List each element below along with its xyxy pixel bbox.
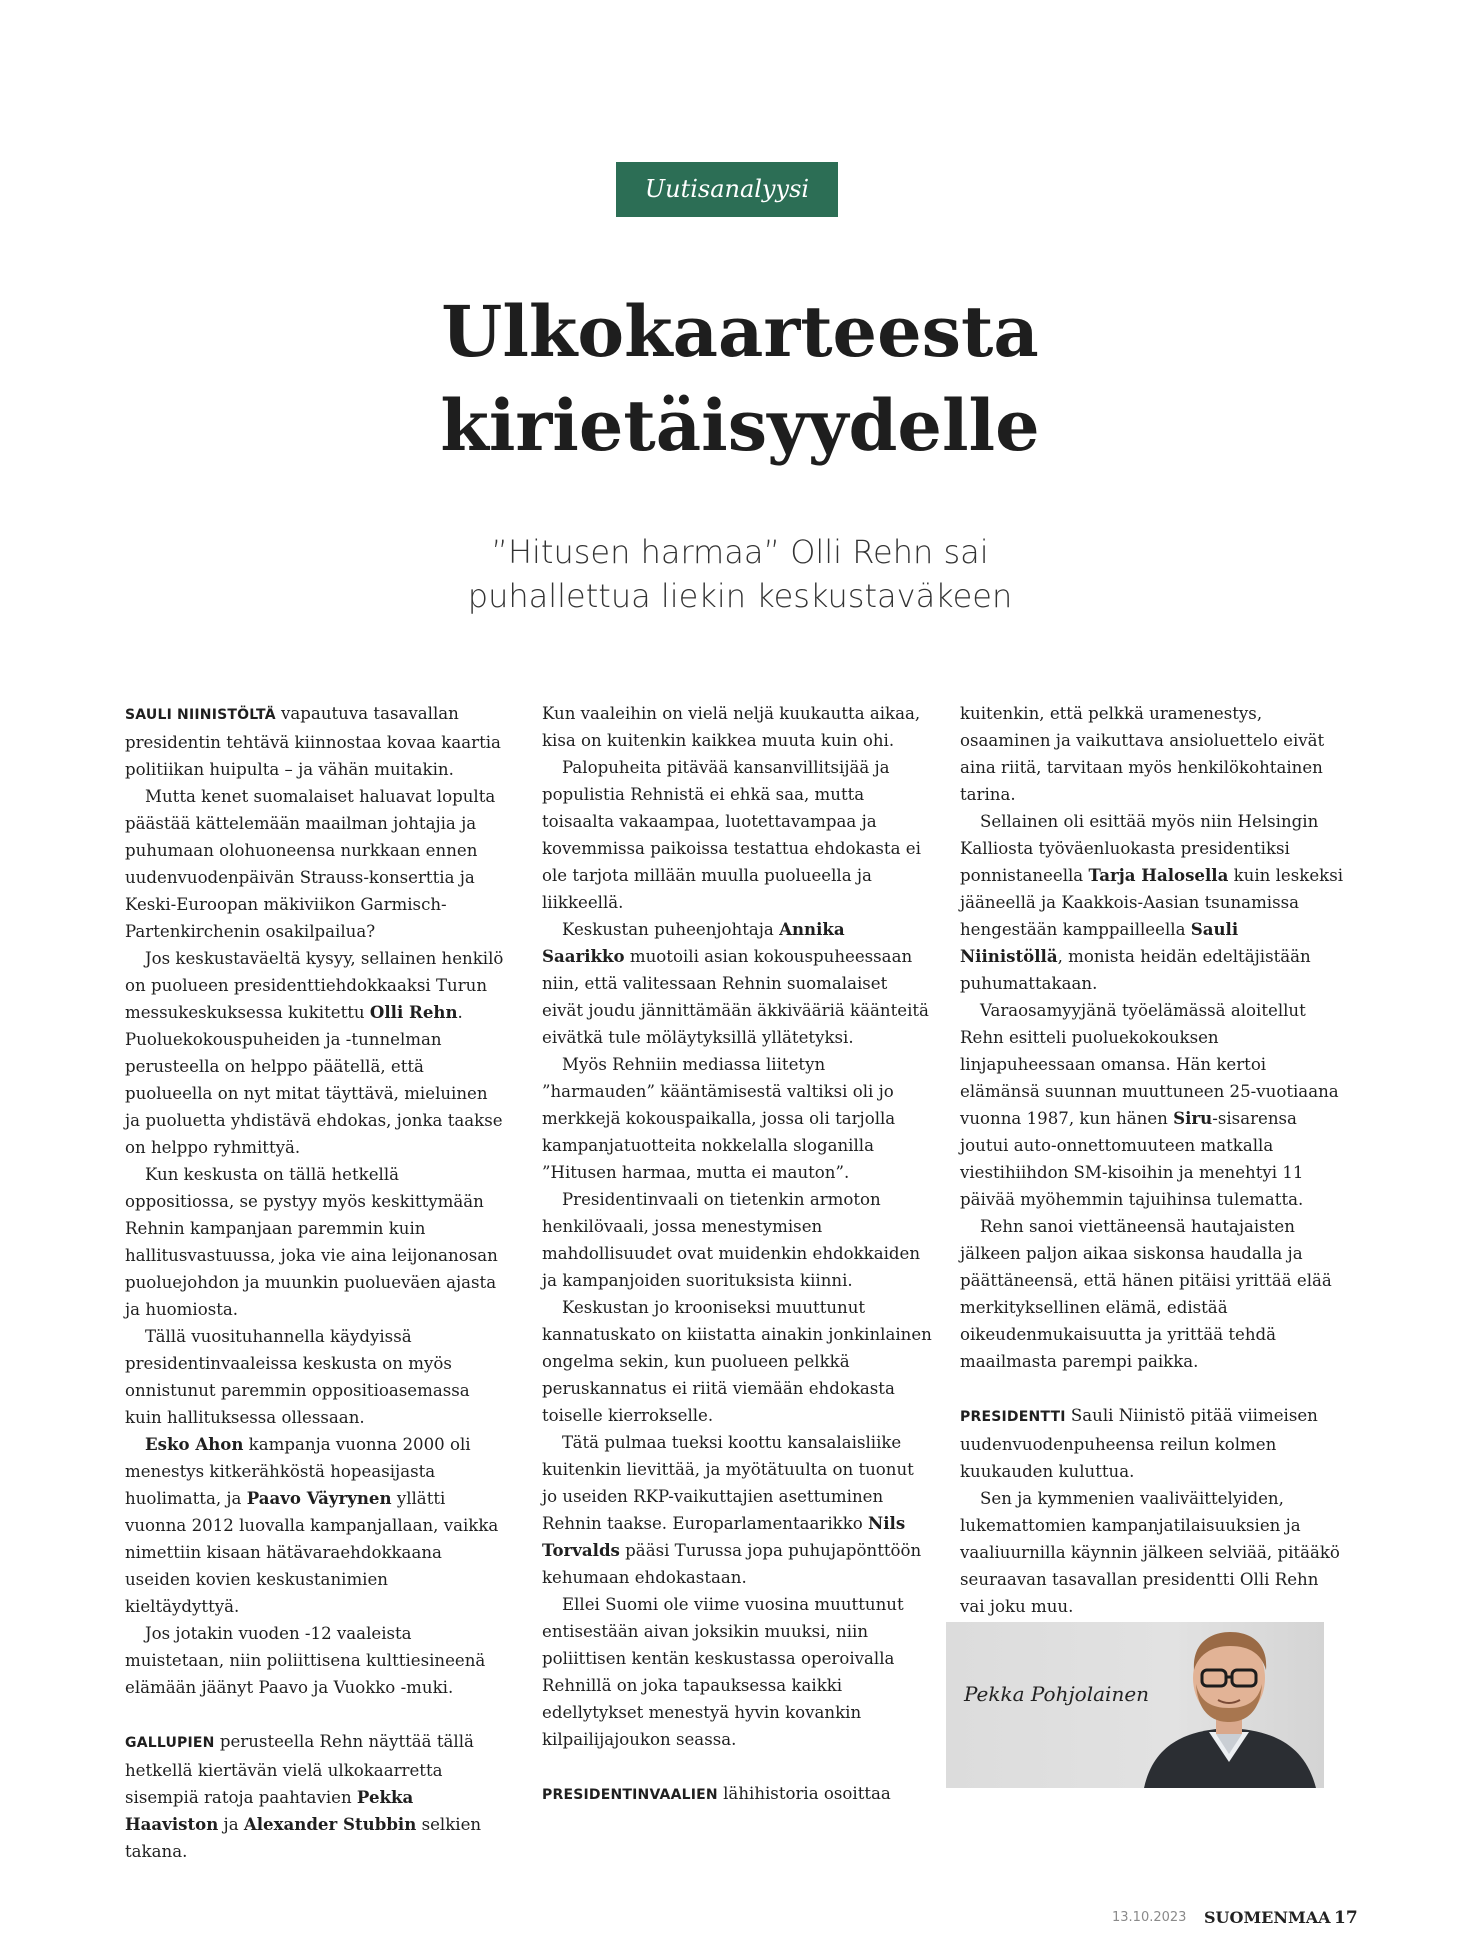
paragraph: Mutta kenet suomalaiset haluavat lopulta päästää kättelemään maailman johtajia ja puhumaan olohuoneensa nurkkaan ennen uudenvuodenpäivän Strauss-konserttia ja Keski-Euroopan mäkiviikon Garmisch-Partenkirchenin osakilpailua? <box>125 787 496 941</box>
paragraph: Tällä vuosituhannella käydyissä presidentinvaaleissa keskusta on myös onnistunut paremmin oppositioasemassa kuin hallituksessa ollessaan. <box>125 1327 470 1427</box>
person-name: Pekka Haaviston <box>125 1787 414 1834</box>
text: perusteella Rehn näyttää tällä hetkellä kiertävän vielä ulkokaarretta sisempiä ratoja paahtavien <box>125 1732 474 1807</box>
text: Sellainen oli esittää myös niin Helsingin Kalliosta työväenluokasta presidentiksi ponnistaneella <box>960 812 1319 885</box>
text: , monista heidän edeltäjistään puhumattakaan. <box>960 947 1311 993</box>
paragraph: Kun keskusta on tällä hetkellä oppositiossa, se pystyy myös keskittymään Rehnin kampanjaan paremmin kuin hallitusvastuussa, joka vie aina leijonanosan puoluejohdon ja muunkin puolueväen ajasta ja huomiosta. <box>125 1165 498 1319</box>
text: Jos keskustaväeltä kysyy, sellainen henkilö on puolueen presidenttiehdokkaaksi Turun messukeskuksessa kukitettu <box>125 949 504 1022</box>
person-name: Olli Rehn <box>369 1002 458 1022</box>
lead-in: PRESIDENTINVAALIEN <box>542 1787 718 1803</box>
text: kampanja vuonna 2000 oli menestys kitkerähköstä hopeasijasta huolimatta, ja <box>125 1435 471 1508</box>
paragraph <box>542 1780 932 1809</box>
paragraph: Presidentinvaali on tietenkin armoton henkilövaali, jossa menestymisen mahdollisuudet ovat muidenkin ehdokkaiden ja kampanjoiden suorituksista kiinni. <box>542 1190 921 1290</box>
text: . Puoluekokouspuheiden ja -tunnelman perusteella on helppo päätellä, että puolueella on nyt mitat täyttävä, mieluinen ja puoluetta yhdistävä ehdokas, jonka taakse on helppo ryhmittyä. <box>125 1003 503 1157</box>
subtitle-line-1: ”Hitusen harmaa” Olli Rehn sai <box>491 533 989 571</box>
paragraph: kuitenkin, että pelkkä uramenestys, osaaminen ja vaikuttava ansioluettelo eivät aina riitä, tarvitaan myös henkilökohtainen tarina. <box>960 704 1325 804</box>
paragraph <box>125 1431 505 1620</box>
author-box <box>946 1622 1324 1788</box>
text: Keskustan puheenjohtaja <box>562 920 780 939</box>
text: -sisarensa joutui auto-onnettomuuteen matkalla viestihiihdon SM-kisoihin ja menehtyi 11 päivää myöhemmin tajuihinsa tulematta. <box>960 1109 1304 1209</box>
paragraph: Jos jotakin vuoden -12 vaaleista muistetaan, niin poliittisena kulttiesineenä elämään jäänyt Paavo ja Vuokko -muki. <box>125 1624 486 1697</box>
subtitle-line-2: puhallettua liekin keskustaväkeen <box>467 577 1013 615</box>
person-name: Siru <box>1173 1108 1213 1128</box>
text: kuin leskeksi jääneellä ja Kaakkois-Aasian tsunamissa hengestään kamppailleella <box>960 866 1344 939</box>
person-name: Sauli Niinistöllä <box>960 919 1239 966</box>
text: Tätä pulmaa tueksi koottu kansalaisliike kuitenkin lievittää, ja myötätuulta on tuonut jo useiden RKP-vaikuttajien asettuminen Rehnin taakse. Europarlamentaarikko <box>542 1433 914 1533</box>
author-portrait <box>1134 1622 1324 1788</box>
person-name: Annika Saarikko <box>542 919 845 966</box>
lead-in: PRESIDENTTI <box>960 1409 1066 1425</box>
person-name: Nils Torvalds <box>542 1513 906 1560</box>
paragraph: Myös Rehniin mediassa liitetyn ”harmauden” kääntämisestä valtiksi oli jo merkkejä kokouspaikalla, jossa oli tarjolla kampanjatuotteita nokkelalla sloganilla ”Hitusen harmaa, mutta ei mauton”. <box>542 1055 896 1182</box>
paragraph <box>542 916 932 1051</box>
section-tag: Uutisanalyysi <box>616 162 838 217</box>
paragraph: Ellei Suomi ole viime vuosina muuttunut entisestään aivan joksikin muuksi, niin poliittisen kentän keskustassa operoivalla Rehnillä on joka tapauksessa kaikki edellytykset menestyä hyvin kovankin kilpailijajoukon seassa. <box>542 1595 904 1749</box>
text: pääsi Turussa jopa puhujapönttöön kehumaan ehdokastaan. <box>542 1541 922 1587</box>
text: Varaosamyyjänä työelämässä aloitellut Rehn esitteli puoluekokouksen linjapuheessaan omansa. Hän kertoi elämänsä suunnan muuttuneen 25-vuotiaana vuonna 1987, kun hänen <box>960 1001 1339 1128</box>
title-line-1: Ulkokaarteesta <box>441 290 1039 373</box>
column-2 <box>542 700 932 1809</box>
paragraph: Sen ja kymmenien vaaliväittelyiden, lukemattomien kampanjatilaisuuksien ja vaaliuurnilla käynnin jälkeen selviää, pitääkö seuraavan tasavallan presidentti Olli Rehn vai joku muu. <box>960 1489 1340 1616</box>
paragraph <box>960 1402 1345 1485</box>
paragraph <box>125 945 505 1161</box>
paragraph: Keskustan jo krooniseksi muuttunut kannatuskato on kiistatta ainakin jonkinlainen ongelma sekin, kun puolueen pelkkä peruskannatus ei riitä viemään ehdokasta toiselle kierrokselle. <box>542 1298 932 1425</box>
text: muotoili asian kokouspuheessaan niin, että valitessaan Rehnin suomalaiset eivät joudu jännittämään äkkivääriä käänteitä eivätkä tule möläytyksillä yllätetyksi. <box>542 947 929 1047</box>
text: vapautuva tasavallan presidentin tehtävä kiinnostaa kovaa kaartia politiikan huipulta – ja vähän muitakin. <box>125 704 501 779</box>
column-3 <box>960 700 1345 1620</box>
paragraph <box>542 1429 932 1591</box>
paragraph: Kun vaaleihin on vielä neljä kuukautta aikaa, kisa on kuitenkin kaikkea muuta kuin ohi. <box>542 704 921 750</box>
person-name: Esko Ahon <box>145 1434 244 1454</box>
article-subtitle <box>340 530 1140 618</box>
paragraph <box>125 1728 505 1865</box>
lead-in: SAULI NIINISTÖLTÄ <box>125 707 276 723</box>
paragraph: Palopuheita pitävää kansanvillitsijää ja populistia Rehnistä ei ehkä saa, mutta toisaalta vakaampaa, luotettavampaa ja kovemmissa paikoissa testattua ehdokasta ei ole tarjota millään muulla puolueella ja liikkeellä. <box>542 758 921 912</box>
paragraph: Rehn sanoi viettäneensä hautajaisten jälkeen paljon aikaa siskonsa haudalla ja päättäneensä, että hänen pitäisi yrittää elää merkityksellinen elämä, edistää oikeudenmukaisuutta ja yrittää tehdä maailmasta parempi paikka. <box>960 1217 1332 1371</box>
person-name: Tarja Halosella <box>1088 865 1229 885</box>
person-name: Paavo Väyrynen <box>246 1488 392 1508</box>
article-title <box>240 285 1240 473</box>
text: lähihistoria osoittaa <box>717 1784 891 1803</box>
paragraph <box>960 997 1345 1213</box>
paragraph <box>125 700 505 783</box>
publication-name: SUOMENMAA <box>1204 1908 1331 1927</box>
paragraph <box>960 808 1345 997</box>
person-name: Alexander Stubbin <box>243 1814 417 1834</box>
page-number: 17 <box>1334 1908 1358 1928</box>
title-line-2: kirietäisyydelle <box>440 384 1040 467</box>
issue-date: 13.10.2023 <box>1112 1910 1187 1925</box>
text: Sauli Niinistö pitää viimeisen uudenvuodenpuheensa reilun kolmen kuukauden kuluttua. <box>960 1406 1318 1481</box>
author-name: Pekka Pohjolainen <box>964 1682 1150 1706</box>
text: selkien takana. <box>125 1815 482 1861</box>
text: ja <box>218 1815 244 1834</box>
lead-in: GALLUPIEN <box>125 1735 215 1751</box>
column-1 <box>125 700 505 1865</box>
text: yllätti vuonna 2012 luovalla kampanjallaan, vaikka nimettiin kisaan hätävaraehdokkaana useiden kovien keskustanimien kieltäydyttyä. <box>125 1489 499 1616</box>
